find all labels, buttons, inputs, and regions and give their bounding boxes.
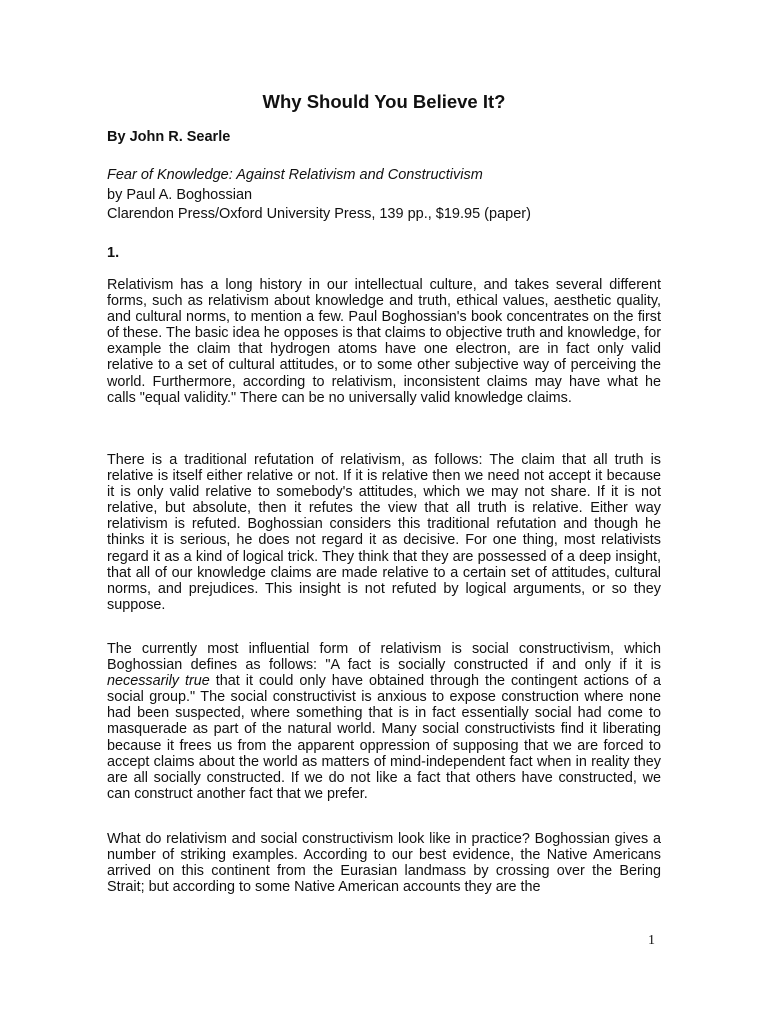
emphasis-necessarily-true: necessarily true: [107, 673, 210, 690]
paragraph-1: Relativism has a long history in our intellectual culture, and takes several different forms, such as relativism about knowledge and truth, ethical values, aesthetic quality, and cultural norms, to mention a few. Paul Boghossian's book concentrates on the first of these. The basic idea he opposes is that claims to objective truth and knowledge, for example the claim that hydrogen atoms have one electron, are in fact only valid relative to a set of cultural attitudes, or to some other subjective way of perceiving the world. Furthermore, according to relativism, inconsistent claims may have what he calls "equal validity." There can be no universally valid knowledge claims.: [107, 277, 661, 406]
book-title: Fear of Knowledge: Against Relativism and Constructivism: [107, 167, 483, 183]
paragraph-3-text-end: that it could only have obtained through the contingent actions of a social group." The social constructivist is anxious to expose construction where none had been suspected, where something that is in fact essentially social had come to masquerade as part of the natural world. Many social constructivists find it liberating because it frees us from the apparent oppression of supposing that we are forced to accept claims about the world as matters of mind-independent fact when in reality they are all socially constructed. If we do not like a fact that others have constructed, we can construct another fact that we prefer.: [107, 673, 661, 802]
document-title: Why Should You Believe It?: [262, 91, 506, 112]
paragraph-4: What do relativism and social constructivism look like in practice? Boghossian gives a number of striking examples. According to our best evidence, the Native Americans arrived on this continent from the Eurasian landmass by crossing over the Bering Strait; but according to some Native American accounts they are the: [107, 831, 661, 896]
book-publisher: Clarendon Press/Oxford University Press, 139 pp., $19.95 (paper): [107, 206, 531, 222]
paragraph-3-text-start: The currently most influential form of relativism is social constructivism, which Boghossian defines as follows: "A fact is socially constructed if and only if it is: [107, 641, 661, 674]
byline: By John R. Searle: [107, 129, 231, 145]
book-author: by Paul A. Boghossian: [107, 186, 253, 203]
paragraph-3: [107, 641, 661, 802]
book-info: [107, 166, 531, 225]
page-number: 1: [648, 933, 655, 948]
paragraph-2: There is a traditional refutation of relativism, as follows: The claim that all truth is relative is itself either relative or not. If it is relative then we need not accept it because it is only valid relative to somebody's attitudes, which we may not share. If it is not relative, but absolute, then it refutes the view that all truth is relative. Either way relativism is refuted. Boghossian considers this traditional refutation and though he thinks it is serious, he does not regard it as decisive. For one thing, most relativists regard it as a kind of logical trick. They think that they are possessed of a deep insight, that all of our knowledge claims are made relative to a certain set of attitudes, cultural norms, and prejudices. This insight is not refuted by logical arguments, or so they suppose.: [107, 452, 661, 613]
section-number: 1.: [107, 245, 120, 261]
